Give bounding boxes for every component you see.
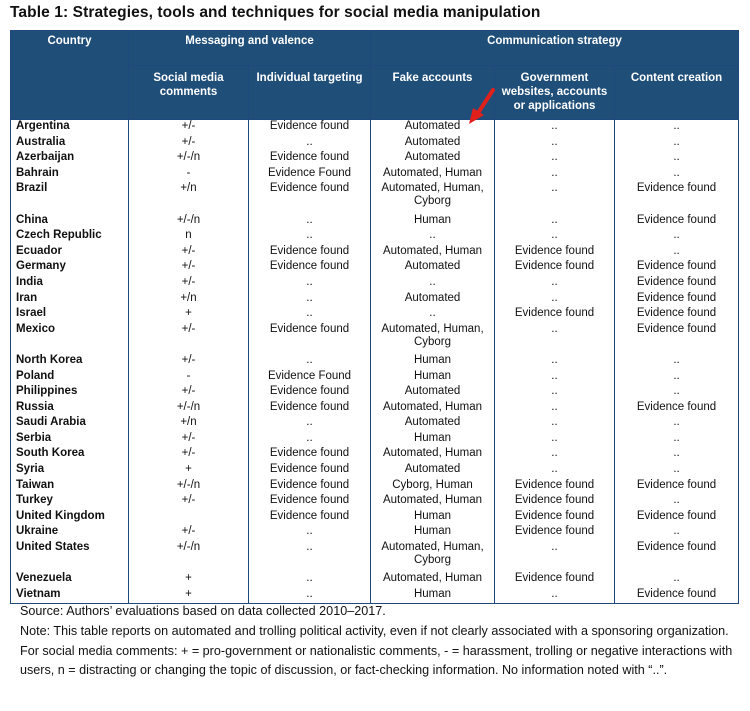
social-media-comments-cell: +/n	[129, 416, 249, 432]
red-arrow-icon	[466, 86, 498, 126]
individual-targeting-cell: Evidence found	[249, 245, 371, 261]
content-creation-cell: ..	[615, 354, 739, 370]
country-cell: Vietnam	[11, 588, 129, 604]
social-media-comments-cell: +	[129, 307, 249, 323]
social-media-comments-cell: +/-/n	[129, 214, 249, 230]
explanation-note: Note: This table reports on automated and trolling political activity, even if not clearly associated with a sponsoring organization. For social media comments: + = pro-government or nationalistic comments, - = harassment, trolling or negative interactions with users, n = distracting or changing the topic of discussion, or fact-checking information. No information noted with “..”.	[20, 623, 733, 678]
fake-accounts-cell: Automated	[371, 416, 495, 432]
government-websites-cell: ..	[495, 229, 615, 245]
individual-targeting-cell: ..	[249, 229, 371, 245]
country-cell: Israel	[11, 307, 129, 323]
header-social-media-comments: Social media comments	[129, 66, 249, 120]
content-creation-cell: Evidence found	[615, 307, 739, 323]
content-creation-cell: Evidence found	[615, 276, 739, 292]
government-websites-cell: ..	[495, 151, 615, 167]
table-row	[11, 447, 739, 463]
government-websites-cell: ..	[495, 370, 615, 386]
country-cell: Czech Republic	[11, 229, 129, 245]
content-creation-cell: Evidence found	[615, 260, 739, 276]
social-media-comments-cell: +/-/n	[129, 479, 249, 495]
fake-accounts-cell: Automated, Human, Cyborg	[371, 541, 495, 572]
table-row	[11, 120, 739, 136]
header-country: Country	[11, 31, 129, 120]
social-media-comments-cell: -	[129, 167, 249, 183]
fake-accounts-cell: Automated, Human	[371, 245, 495, 261]
content-creation-cell: ..	[615, 494, 739, 510]
table-body	[11, 120, 739, 604]
country-cell: Azerbaijan	[11, 151, 129, 167]
government-websites-cell: Evidence found	[495, 510, 615, 526]
government-websites-cell: ..	[495, 463, 615, 479]
header-individual-targeting: Individual targeting	[249, 66, 371, 120]
table-row	[11, 385, 739, 401]
fake-accounts-cell: ..	[371, 276, 495, 292]
content-creation-cell: ..	[615, 447, 739, 463]
country-cell: China	[11, 214, 129, 230]
country-cell: Brazil	[11, 182, 129, 213]
content-creation-cell: Evidence found	[615, 401, 739, 417]
individual-targeting-cell: ..	[249, 588, 371, 604]
country-cell: Australia	[11, 136, 129, 152]
individual-targeting-cell: Evidence found	[249, 323, 371, 354]
header-communication-group: Communication strategy	[371, 31, 739, 66]
table-row	[11, 510, 739, 526]
content-creation-cell: ..	[615, 151, 739, 167]
individual-targeting-cell: ..	[249, 541, 371, 572]
table-row	[11, 432, 739, 448]
fake-accounts-cell: Automated	[371, 463, 495, 479]
content-creation-cell: Evidence found	[615, 323, 739, 354]
individual-targeting-cell: Evidence found	[249, 151, 371, 167]
individual-targeting-cell: ..	[249, 214, 371, 230]
social-media-comments-cell: +/-	[129, 494, 249, 510]
table-row	[11, 572, 739, 588]
country-cell: Mexico	[11, 323, 129, 354]
government-websites-cell: Evidence found	[495, 572, 615, 588]
social-media-comments-cell: +/-	[129, 136, 249, 152]
fake-accounts-cell: ..	[371, 229, 495, 245]
social-media-comments-cell: +/-	[129, 260, 249, 276]
individual-targeting-cell: Evidence found	[249, 463, 371, 479]
social-media-comments-cell: +	[129, 588, 249, 604]
government-websites-cell: Evidence found	[495, 525, 615, 541]
content-creation-cell: ..	[615, 385, 739, 401]
table-row	[11, 494, 739, 510]
social-media-comments-cell: n	[129, 229, 249, 245]
table-row	[11, 307, 739, 323]
country-cell: Ecuador	[11, 245, 129, 261]
table-row	[11, 229, 739, 245]
fake-accounts-cell: Automated	[371, 385, 495, 401]
country-cell: Iran	[11, 292, 129, 308]
individual-targeting-cell: Evidence found	[249, 182, 371, 213]
individual-targeting-cell: ..	[249, 572, 371, 588]
social-media-comments-cell: -	[129, 370, 249, 386]
government-websites-cell: ..	[495, 385, 615, 401]
fake-accounts-cell: Human	[371, 354, 495, 370]
manipulation-table	[10, 30, 739, 604]
fake-accounts-cell: Human	[371, 588, 495, 604]
individual-targeting-cell: Evidence found	[249, 260, 371, 276]
content-creation-cell: Evidence found	[615, 182, 739, 213]
header-messaging-group: Messaging and valence	[129, 31, 371, 66]
government-websites-cell: ..	[495, 136, 615, 152]
fake-accounts-cell: Human	[371, 510, 495, 526]
content-creation-cell: ..	[615, 245, 739, 261]
country-cell: North Korea	[11, 354, 129, 370]
government-websites-cell: Evidence found	[495, 260, 615, 276]
header-fake-accounts: Fake accounts	[371, 66, 495, 120]
social-media-comments-cell: +	[129, 572, 249, 588]
table-row	[11, 479, 739, 495]
government-websites-cell: Evidence found	[495, 245, 615, 261]
table-row	[11, 276, 739, 292]
content-creation-cell: ..	[615, 136, 739, 152]
country-cell: Taiwan	[11, 479, 129, 495]
source-note: Source: Authors’ evaluations based on data collected 2010–2017.	[20, 604, 386, 618]
individual-targeting-cell: Evidence found	[249, 385, 371, 401]
content-creation-cell: Evidence found	[615, 588, 739, 604]
government-websites-cell: Evidence found	[495, 494, 615, 510]
social-media-comments-cell: +/-	[129, 245, 249, 261]
social-media-comments-cell: +/n	[129, 292, 249, 308]
individual-targeting-cell: Evidence found	[249, 447, 371, 463]
government-websites-cell: ..	[495, 167, 615, 183]
table-row	[11, 323, 739, 354]
fake-accounts-cell: Human	[371, 370, 495, 386]
country-cell: Argentina	[11, 120, 129, 136]
individual-targeting-cell: ..	[249, 525, 371, 541]
government-websites-cell: ..	[495, 323, 615, 354]
social-media-comments-cell: +/-	[129, 354, 249, 370]
country-cell: Saudi Arabia	[11, 416, 129, 432]
country-cell: Syria	[11, 463, 129, 479]
social-media-comments-cell: +/-/n	[129, 541, 249, 572]
fake-accounts-cell: Automated	[371, 136, 495, 152]
content-creation-cell: ..	[615, 416, 739, 432]
table-row	[11, 463, 739, 479]
table-notes	[20, 602, 740, 681]
fake-accounts-cell: Automated, Human, Cyborg	[371, 323, 495, 354]
government-websites-cell: Evidence found	[495, 479, 615, 495]
fake-accounts-cell: Automated, Human	[371, 447, 495, 463]
country-cell: Turkey	[11, 494, 129, 510]
fake-accounts-cell: Human	[371, 525, 495, 541]
fake-accounts-cell: Human	[371, 214, 495, 230]
fake-accounts-cell: Cyborg, Human	[371, 479, 495, 495]
table-row	[11, 260, 739, 276]
individual-targeting-cell: ..	[249, 354, 371, 370]
header-content-creation: Content creation	[615, 66, 739, 120]
government-websites-cell: ..	[495, 432, 615, 448]
table-row	[11, 151, 739, 167]
individual-targeting-cell: Evidence found	[249, 479, 371, 495]
table-row	[11, 354, 739, 370]
country-cell: United States	[11, 541, 129, 572]
individual-targeting-cell: Evidence found	[249, 494, 371, 510]
content-creation-cell: Evidence found	[615, 479, 739, 495]
country-cell: India	[11, 276, 129, 292]
individual-targeting-cell: ..	[249, 136, 371, 152]
country-cell: Russia	[11, 401, 129, 417]
government-websites-cell: ..	[495, 276, 615, 292]
table-row	[11, 541, 739, 572]
social-media-comments-cell: +	[129, 463, 249, 479]
government-websites-cell: ..	[495, 354, 615, 370]
social-media-comments-cell: +/-/n	[129, 401, 249, 417]
content-creation-cell: ..	[615, 432, 739, 448]
fake-accounts-cell: ..	[371, 307, 495, 323]
individual-targeting-cell: Evidence Found	[249, 370, 371, 386]
content-creation-cell: ..	[615, 120, 739, 136]
social-media-comments-cell: +/-	[129, 385, 249, 401]
content-creation-cell: ..	[615, 463, 739, 479]
country-cell: Philippines	[11, 385, 129, 401]
content-creation-cell: ..	[615, 370, 739, 386]
government-websites-cell: ..	[495, 292, 615, 308]
country-cell: Ukraine	[11, 525, 129, 541]
individual-targeting-cell: ..	[249, 416, 371, 432]
social-media-comments-cell: +/-	[129, 447, 249, 463]
social-media-comments-cell: +/-	[129, 276, 249, 292]
country-cell: Serbia	[11, 432, 129, 448]
content-creation-cell: Evidence found	[615, 510, 739, 526]
fake-accounts-cell: Automated, Human	[371, 401, 495, 417]
fake-accounts-cell: Human	[371, 432, 495, 448]
government-websites-cell: ..	[495, 401, 615, 417]
fake-accounts-cell: Automated	[371, 260, 495, 276]
government-websites-cell: ..	[495, 182, 615, 213]
table-row	[11, 370, 739, 386]
fake-accounts-cell: Automated, Human, Cyborg	[371, 182, 495, 213]
header-government-websites: Government websites, accounts or applications	[495, 66, 615, 120]
table-title: Table 1: Strategies, tools and techniques for social media manipulation	[10, 4, 541, 21]
fake-accounts-cell: Automated	[371, 120, 495, 136]
table-row	[11, 136, 739, 152]
content-creation-cell: ..	[615, 525, 739, 541]
content-creation-cell: Evidence found	[615, 541, 739, 572]
government-websites-cell: ..	[495, 416, 615, 432]
government-websites-cell: Evidence found	[495, 307, 615, 323]
table-row	[11, 401, 739, 417]
table-row	[11, 214, 739, 230]
government-websites-cell: ..	[495, 588, 615, 604]
content-creation-cell: ..	[615, 572, 739, 588]
social-media-comments-cell: +/n	[129, 182, 249, 213]
table-row	[11, 292, 739, 308]
country-cell: Poland	[11, 370, 129, 386]
country-cell: Bahrain	[11, 167, 129, 183]
content-creation-cell: ..	[615, 167, 739, 183]
country-cell: Germany	[11, 260, 129, 276]
government-websites-cell: ..	[495, 541, 615, 572]
country-cell: South Korea	[11, 447, 129, 463]
government-websites-cell: ..	[495, 120, 615, 136]
social-media-comments-cell	[129, 510, 249, 526]
table-row	[11, 167, 739, 183]
individual-targeting-cell: ..	[249, 292, 371, 308]
individual-targeting-cell: ..	[249, 432, 371, 448]
social-media-comments-cell: +/-	[129, 323, 249, 354]
social-media-comments-cell: +/-	[129, 432, 249, 448]
country-cell: Venezuela	[11, 572, 129, 588]
fake-accounts-cell: Automated, Human	[371, 167, 495, 183]
individual-targeting-cell: Evidence found	[249, 510, 371, 526]
individual-targeting-cell: Evidence Found	[249, 167, 371, 183]
government-websites-cell: ..	[495, 447, 615, 463]
government-websites-cell: ..	[495, 214, 615, 230]
table-row	[11, 245, 739, 261]
content-creation-cell: Evidence found	[615, 214, 739, 230]
content-creation-cell: Evidence found	[615, 292, 739, 308]
table-row	[11, 182, 739, 213]
fake-accounts-cell: Automated, Human	[371, 572, 495, 588]
social-media-comments-cell: +/-	[129, 120, 249, 136]
social-media-comments-cell: +/-/n	[129, 151, 249, 167]
social-media-comments-cell: +/-	[129, 525, 249, 541]
fake-accounts-cell: Automated	[371, 151, 495, 167]
individual-targeting-cell: ..	[249, 276, 371, 292]
country-cell: United Kingdom	[11, 510, 129, 526]
individual-targeting-cell: Evidence found	[249, 120, 371, 136]
table-row	[11, 416, 739, 432]
table-row	[11, 525, 739, 541]
content-creation-cell: ..	[615, 229, 739, 245]
fake-accounts-cell: Automated	[371, 292, 495, 308]
individual-targeting-cell: ..	[249, 307, 371, 323]
fake-accounts-cell: Automated, Human	[371, 494, 495, 510]
individual-targeting-cell: Evidence found	[249, 401, 371, 417]
